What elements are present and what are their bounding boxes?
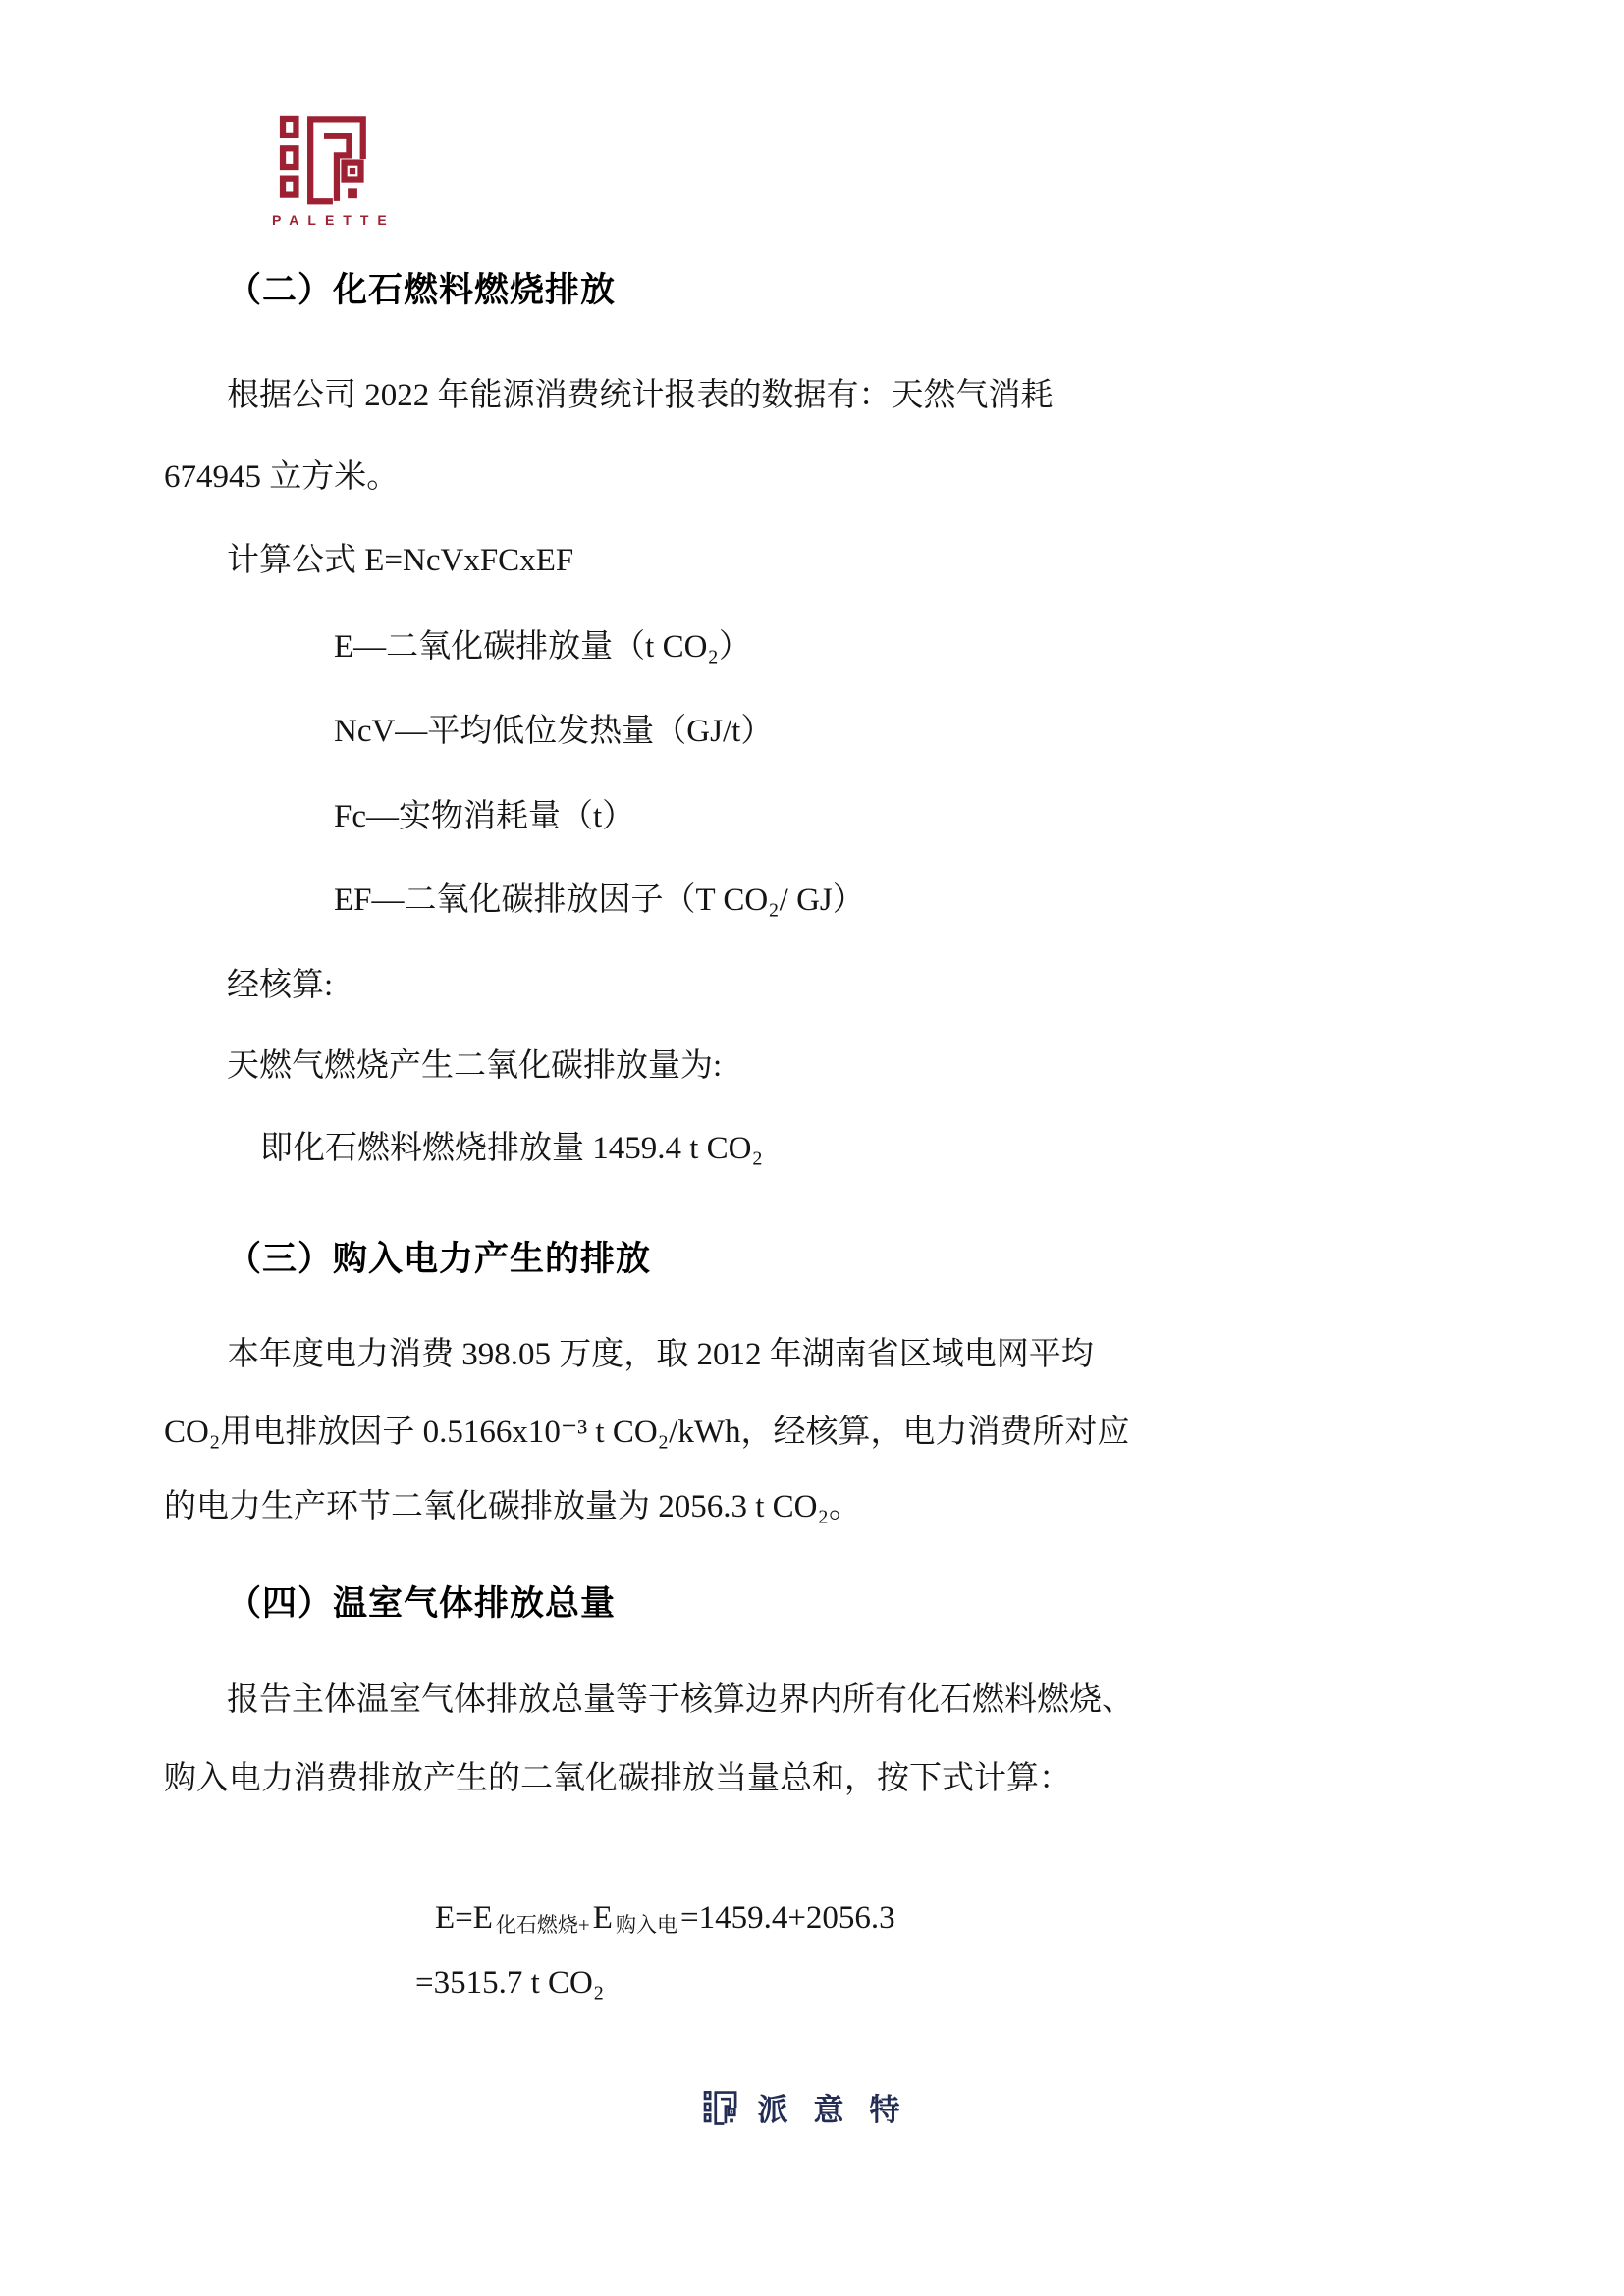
definition-ncv-line: NcV—平均低位发热量（GJ/t） <box>334 714 774 749</box>
palette-logo-text: PALETTE <box>272 212 396 228</box>
electricity-paragraph-line-2: CO₂用电排放因子 0.5166x10⁻³ t CO₂/kWh，经核算，电力消费所对应 <box>164 1415 1130 1450</box>
fossil-paragraph-line-2: 674945 立方米。 <box>164 459 400 495</box>
definition-fc-line: Fc—实物消耗量（t） <box>334 799 635 834</box>
after-check-line: 经核算: <box>227 968 334 1003</box>
heading-purchased-electricity-emissions: （三）购入电力产生的排放 <box>227 1240 652 1278</box>
total-emissions-formula-line <box>403 1863 895 1975</box>
total-result-line: =3515.7 t CO₂ <box>415 1965 605 2001</box>
gas-result-intro-line: 天燃气燃烧产生二氧化碳排放量为: <box>227 1048 723 1084</box>
formula-term-e: E=E <box>435 1899 493 1936</box>
fossil-paragraph-line-1: 根据公司 2022 年能源消费统计报表的数据有：天然气消耗 <box>227 378 1054 413</box>
definition-e-line: E—二氧化碳排放量（t CO₂） <box>334 629 751 665</box>
palette-logo <box>263 110 396 228</box>
paiyite-maze-icon <box>699 2089 742 2126</box>
formula-subscript-fossil: 化石燃烧+ <box>495 1912 590 1937</box>
formula-term-e2: E <box>592 1899 613 1936</box>
formula-intro-line: 计算公式 E=NcVxFCxEF <box>227 543 574 578</box>
heading-fossil-fuel-emissions: （二）化石燃料燃烧排放 <box>227 271 617 309</box>
gas-result-line: 即化石燃料燃烧排放量 1459.4 t CO₂ <box>260 1131 764 1166</box>
definition-ef-line: EF—二氧化碳排放因子（T CO₂/ GJ） <box>334 882 865 918</box>
electricity-paragraph-line-3: 的电力生产环节二氧化碳排放量为 2056.3 t CO₂。 <box>164 1489 862 1524</box>
footer-brand-text: 派意特 <box>757 2093 926 2127</box>
electricity-paragraph-line-1: 本年度电力消费 398.05 万度，取 2012 年湖南省区域电网平均 <box>227 1337 1094 1372</box>
palette-maze-icon <box>266 110 382 208</box>
formula-sum: =1459.4+2056.3 <box>679 1899 895 1936</box>
heading-total-ghg-emissions: （四）温室气体排放总量 <box>227 1584 617 1623</box>
footer-brand <box>0 2085 1624 2129</box>
total-paragraph-line-1: 报告主体温室气体排放总量等于核算边界内所有化石燃料燃烧、 <box>227 1682 1134 1718</box>
total-paragraph-line-2: 购入电力消费排放产生的二氧化碳排放当量总和，按下式计算： <box>164 1761 1071 1796</box>
formula-subscript-purchased: 购入电 <box>615 1912 677 1937</box>
